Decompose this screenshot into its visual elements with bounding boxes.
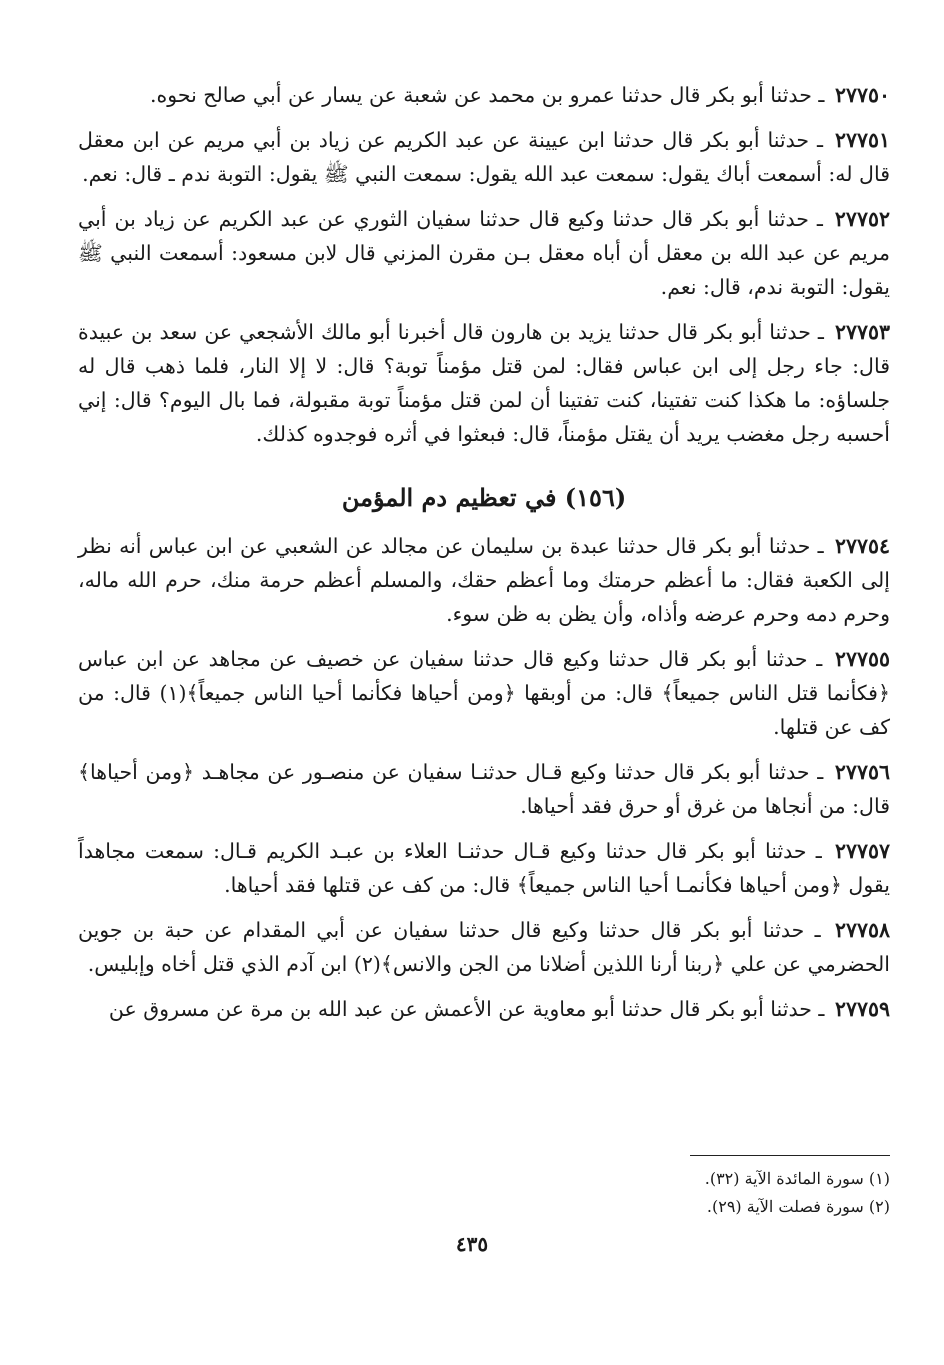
footnote: (١) سورة المائدة الآية (٣٢).	[704, 1169, 890, 1188]
hadith-number: ٢٧٧٥٠	[834, 83, 890, 107]
hadith-text: ـ حدثنا أبو بكر قال حدثنا أبو معاوية عن الأعمش عن عبد الله بن مرة عن مسروق عن	[108, 997, 825, 1021]
hadith-text: ـ حدثنا أبو بكر قال حدثنا عمرو بن محمد عن شعبة عن يسار عن أبي صالح نحوه.	[149, 83, 825, 107]
page-number: ٤٣٥	[455, 1232, 489, 1256]
hadith-text: ـ حدثنا أبو بكر قال حدثنا وكيع قال حدثنا سفيان عن خصيف عن مجاهد عن ابن عباس ﴿فكأنما قتل الناس جميعاً﴾ قال: من أوبقها ﴿ومن أحياها فكأنما أحيا الناس جميعاً﴾(١) قال: من كف عن قتلها.	[78, 647, 890, 739]
hadith-entry	[78, 913, 890, 981]
hadith-text: ـ حدثنا أبو بكر قال حدثنا عبدة بن سليمان عن مجالد عن الشعبي عن ابن عباس أنه نظر إلى الكعبة فقال: ما أعظم حرمتك وما أعظم حقك، والمسلم أعظم حرمة منك، حرم الله ماله، وحرم دمه وحرم عرضه وأذاه، وأن يظن به ظن سوء.	[78, 534, 890, 626]
hadith-text: ـ حدثنا أبو بكر قال حدثنا وكيع قال حدثنا سفيان الثوري عن عبد الكريم عن زياد بن أبي مريم عن عبد الله بن معقل أن أباه معقل بـن مقرن المزني قال لابن مسعود: أسمعت النبي ﷺ يقول: التوبة ندم، قال: نعم.	[78, 207, 890, 299]
hadith-number: ٢٧٧٥٧	[834, 839, 890, 863]
hadith-text: ـ حدثنا أبو بكر قال حدثنا ابن عيينة عن عبد الكريم عن زياد بن أبي مريم عن ابن معقل قال له: أسمعت أباك يقول: سمعت عبد الله يقول: سمعت النبي ﷺ يقول: التوبة ندم ـ قال: نعم.	[78, 128, 890, 186]
footnote: (٢) سورة فصلت الآية (٢٩).	[706, 1197, 890, 1216]
hadith-entry	[78, 315, 890, 451]
hadith-text: ـ حدثنا أبو بكر قال حدثنا وكيع قـال حدثنـا سفيان عن منصـور عن مجاهـد ﴿ومن أحياها﴾ قال: من أنجاها من غرق أو حرق فقد أحياها.	[78, 760, 890, 818]
hadith-number: ٢٧٧٥٢	[834, 207, 890, 231]
hadith-text: ـ حدثنا أبو بكر قال حدثنا وكيع قال حدثنا سفيان عن أبي المقدام عن حبة بن جوين الحضرمي عن علي ﴿ربنا أرنا اللذين أضلانا من الجن والانس﴾(٢) ابن آدم الذي قتل أخاه وإبليس.	[78, 918, 890, 976]
hadith-entry	[78, 755, 890, 823]
hadith-number: ٢٧٧٥٥	[834, 647, 890, 671]
hadith-number: ٢٧٧٥٣	[834, 320, 890, 344]
footnote-divider	[690, 1155, 890, 1156]
hadith-text: ـ حدثنا أبو بكر قال حدثنا يزيد بن هارون قال أخبرنا أبو مالك الأشجعي عن سعد بن عبيدة قال: جاء رجل إلى ابن عباس فقال: لمن قتل مؤمناً توبة؟ قال: لا إلا النار، فلما ذهب قال له جلساؤه: ما هكذا كنت تفتينا، كنت تفتينا أن لمن قتل مؤمناً توبة مقبولة، فما بال اليوم؟ قال: إني أحسبه رجل مغضب يريد أن يقتل مؤمناً، قال: فبعثوا في أثره فوجدوه كذلك.	[78, 320, 890, 446]
page-body	[78, 78, 890, 1037]
hadith-number: ٢٧٧٥١	[834, 128, 890, 152]
hadith-entry	[78, 992, 890, 1026]
hadith-number: ٢٧٧٥٩	[834, 997, 890, 1021]
hadith-number: ٢٧٧٥٦	[834, 760, 890, 784]
hadith-entry	[78, 202, 890, 304]
hadith-entry	[78, 123, 890, 191]
hadith-entry	[78, 78, 890, 112]
hadith-entry	[78, 834, 890, 902]
hadith-number: ٢٧٧٥٤	[834, 534, 890, 558]
section-heading: (١٥٦) في تعظيم دم المؤمن	[341, 483, 627, 512]
hadith-entry	[78, 642, 890, 744]
hadith-number: ٢٧٧٥٨	[834, 918, 890, 942]
hadith-entry	[78, 529, 890, 631]
footnotes	[78, 1165, 890, 1221]
hadith-text: ـ حدثنا أبو بكر قال حدثنا وكيع قـال حدثنـا العلاء بن عبـد الكريم قـال: سمعت مجاهداً يقول ﴿ومن أحياها فكأنمـا أحيا الناس جميعاً﴾ قال: من كف عن قتلها فقد أحياها.	[78, 839, 890, 897]
